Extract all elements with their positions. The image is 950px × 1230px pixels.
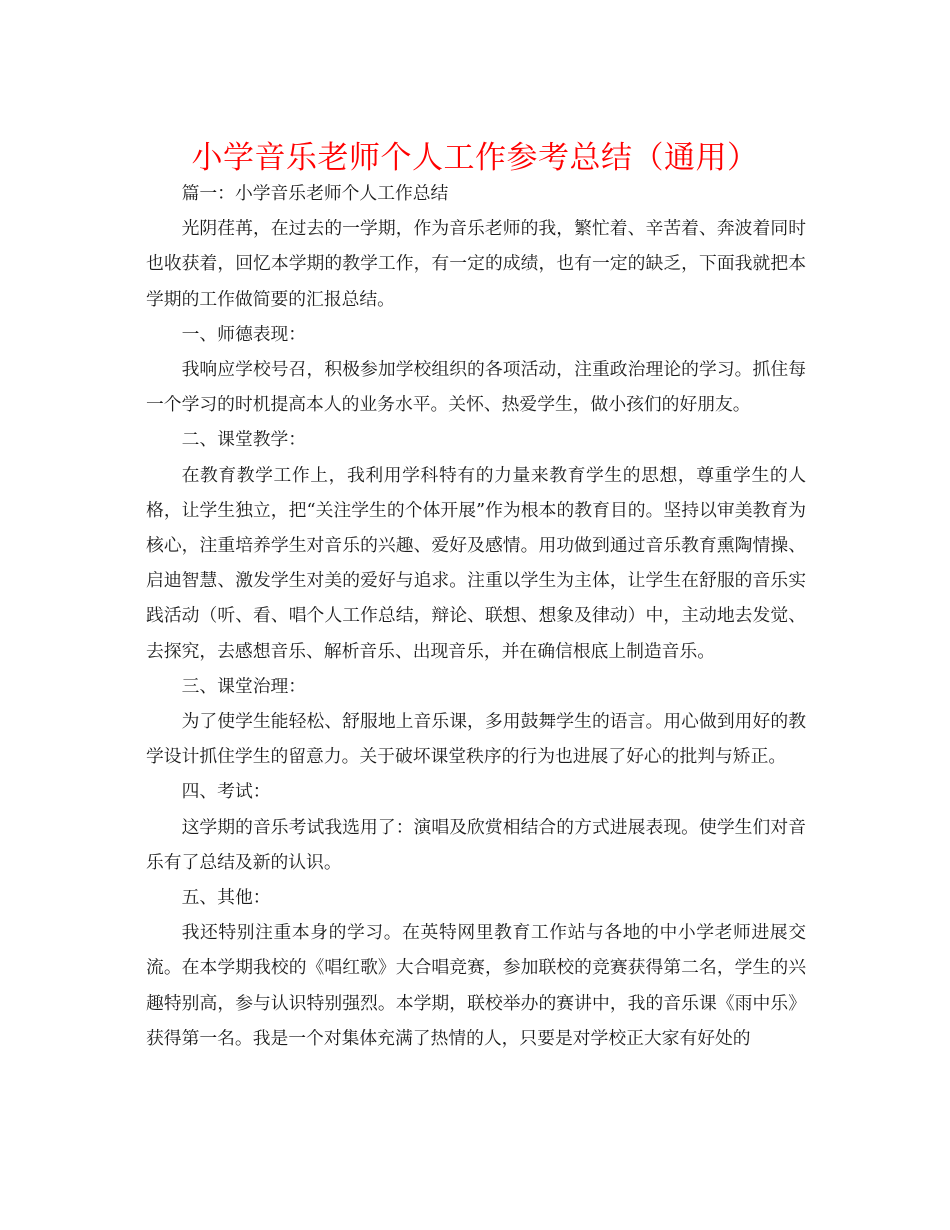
paragraph-other: 我还特别注重本身的学习。在英特网里教育工作站与各地的中小学老师进展交流。在本学期我校的《唱红歌》大合唱竞赛，参加联校的竞赛获得第二名，学生的兴趣特别高，参与认识特别强烈。本学期，联校举办的赛讲中，我的音乐课《雨中乐》获得第一名。我是一个对集体充满了热情的人，只要是对学校正大家有好处的 <box>146 922 806 1049</box>
heading-exam: 四、考试： <box>181 781 271 803</box>
section-subtitle: 篇一：小学音乐老师个人工作总结 <box>181 183 449 204</box>
paragraph-ethics: 我响应学校号召，积极参加学校组织的各项活动，注重政治理论的学习。抓住每一个学习的时机提高本人的业务水平。关怀、热爱学生，做小孩们的好朋友。 <box>146 359 806 416</box>
document-title: 小学音乐老师个人工作参考总结（通用） <box>191 140 759 176</box>
paragraph-intro: 光阴荏苒，在过去的一学期，作为音乐老师的我，繁忙着、辛苦着、奔波着同时也收获着，回忆本学期的教学工作，有一定的成绩，也有一定的缺乏，下面我就把本学期的工作做简要的汇报总结。 <box>146 218 806 310</box>
heading-other: 五、其他： <box>181 887 271 909</box>
paragraph-management: 为了使学生能轻松、舒服地上音乐课，多用鼓舞学生的语言。用心做到用好的教学设计抓住学生的留意力。关于破坏课堂秩序的行为也进展了好心的批判与矫正。 <box>146 711 806 768</box>
document-body <box>146 176 806 1056</box>
heading-teaching: 二、课堂教学： <box>181 429 307 451</box>
heading-ethics: 一、师德表现： <box>181 323 307 345</box>
paragraph-exam: 这学期的音乐考试我选用了：演唱及欣赏相结合的方式进展表现。使学生们对音乐有了总结及新的认识。 <box>146 816 806 873</box>
paragraph-teaching: 在教育教学工作上，我利用学科特有的力量来教育学生的思想，尊重学生的人格，让学生独立，把“关注学生的个体开展”作为根本的教育目的。坚持以审美教育为核心，注重培养学生对音乐的兴趣、爱好及感情。用功做到通过音乐教育熏陶情操、启迪智慧、激发学生对美的爱好与追求。注重以学生为主体，让学生在舒服的音乐实践活动（听、看、唱个人工作总结，辩论、联想、想象及律动）中，主动地去发觉、去探究，去感想音乐、解析音乐、出现音乐，并在确信根底上制造音乐。 <box>146 464 806 662</box>
heading-management: 三、课堂治理： <box>181 675 307 697</box>
